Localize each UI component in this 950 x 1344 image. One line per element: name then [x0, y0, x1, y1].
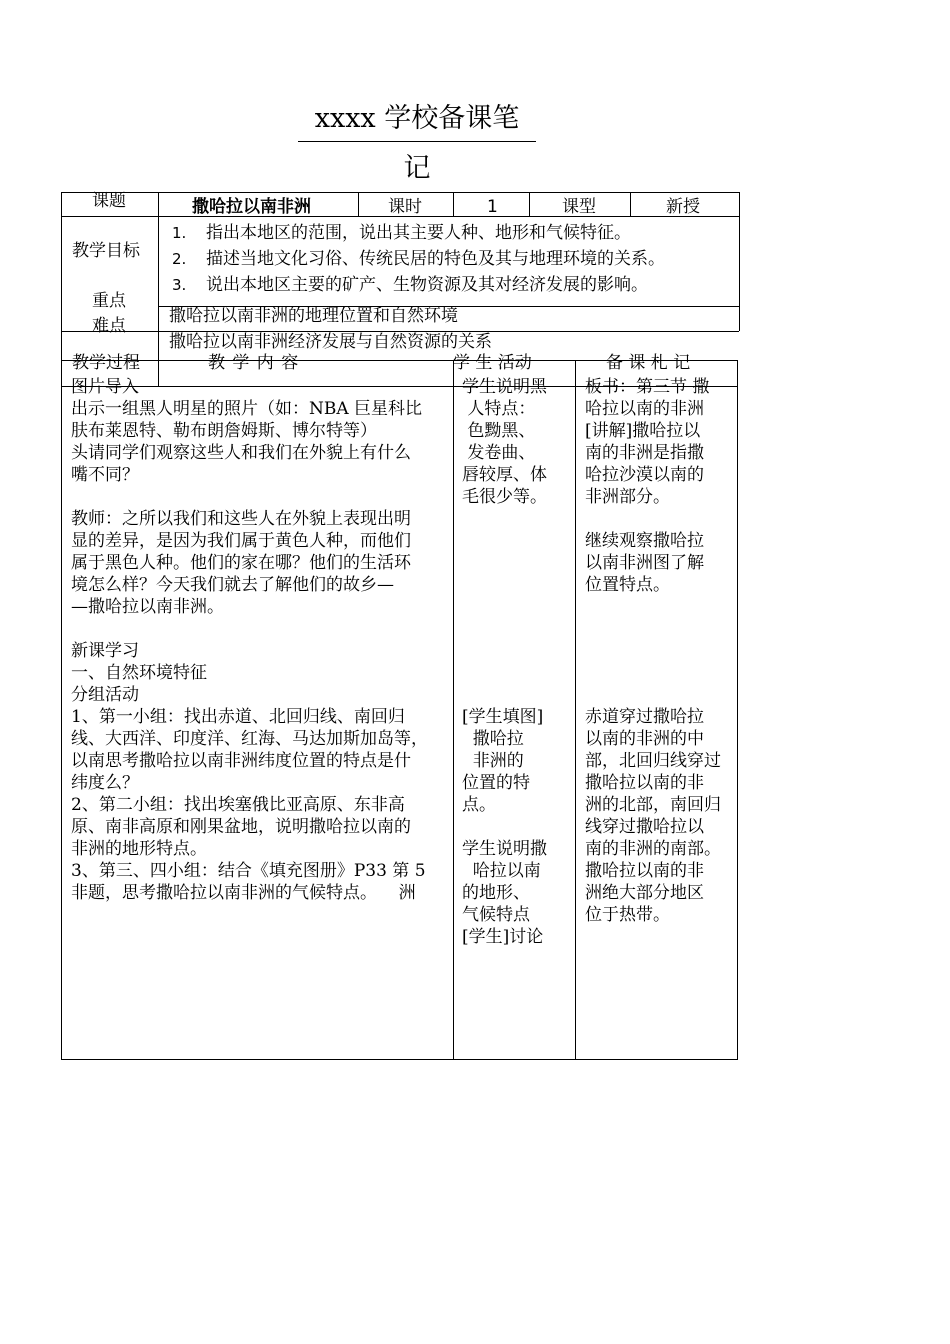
notes-line: 哈拉以南的非洲: [585, 399, 704, 419]
student-line: [学生填图]: [462, 707, 544, 727]
student-line: [462, 574, 547, 596]
student-line: [462, 530, 547, 552]
hours-value: 1: [487, 197, 498, 217]
notes-line: 线穿过撒哈拉以: [585, 817, 704, 837]
student-line: 毛很少等。: [462, 487, 547, 507]
notes-line: [585, 640, 721, 662]
student-line: 的地形、: [462, 883, 530, 903]
student-line: 色黝黑、: [462, 421, 536, 441]
student-activity-header: 学 生 活动: [453, 353, 532, 373]
notes-line: 撒哈拉以南的非: [585, 773, 704, 793]
type-label: 课型: [562, 197, 596, 217]
content-line: 出示一组黑人明星的照片（如：NBA 巨星科比: [71, 399, 423, 419]
notes-line: 南的非洲是指撒: [585, 443, 704, 463]
notes-line: 赤道穿过撒哈拉: [585, 707, 704, 727]
notes-line: 板书：第三节 撒: [585, 377, 710, 397]
objective-item: 1. 指出本地区的范围，说出其主要人种、地形和气候特征。: [172, 223, 631, 243]
notes-line: 以南的非洲的中: [585, 729, 704, 749]
content-line: 属于黑色人种。他们的家在哪？他们的生活环: [71, 553, 411, 573]
notes-line: [585, 596, 721, 618]
content-line: 一、自然环境特征: [71, 663, 207, 683]
document-title-line1: xxxx 学校备课笔: [298, 96, 536, 142]
student-line: 人特点：: [462, 399, 536, 419]
document-title-line2: 记: [403, 153, 431, 184]
content-line: 显的差异，是因为我们属于黄色人种，而他们: [71, 531, 411, 551]
student-line: 位置的特: [462, 773, 530, 793]
content-line: 纬度么？: [71, 773, 139, 793]
notes-line: 洲的北部，南回归: [585, 795, 721, 815]
process-label: 教学过程: [72, 353, 140, 373]
content-line: [71, 618, 428, 640]
student-line: [462, 640, 547, 662]
student-line: 学生说明撒: [462, 839, 547, 859]
notes-line: 位置特点。: [585, 575, 670, 595]
content-line: 非题，思考撒哈拉以南非洲的气候特点。 洲: [71, 883, 416, 903]
hours-label: 课时: [388, 197, 422, 217]
key-point-label: 重点: [92, 291, 126, 311]
notes-line: 继续观察撒哈拉: [585, 531, 704, 551]
objective-item: 3. 说出本地区主要的矿产、生物资源及其对经济发展的影响。: [172, 275, 648, 295]
student-line: [462, 816, 547, 838]
notes-line: [讲解]撒哈拉以: [585, 421, 701, 441]
notes-line: [585, 508, 721, 530]
notes-line: [585, 684, 721, 706]
notes-line: [585, 662, 721, 684]
notes-line: 位于热带。: [585, 905, 670, 925]
content-line: [71, 486, 428, 508]
notes-header: 备 课 札 记: [606, 353, 691, 373]
content-line: 教师：之所以我们和这些人在外貌上表现出明: [71, 509, 411, 529]
content-line: 线、大西洋、印度洋、红海、马达加斯加岛等，: [71, 729, 428, 749]
type-value: 新授: [666, 197, 700, 217]
content-line: 图片导入: [71, 377, 139, 397]
student-line: [462, 684, 547, 706]
content-line: 1、第一小组：找出赤道、北回归线、南回归: [71, 707, 405, 727]
student-line: 撒哈拉: [462, 729, 524, 749]
student-activity: [462, 376, 547, 948]
notes-line: 撒哈拉以南的非: [585, 861, 704, 881]
notes-line: 非洲部分。: [585, 487, 670, 507]
content-line: 原、南非高原和刚果盆地，说明撒哈拉以南的: [71, 817, 411, 837]
student-line: 点。: [462, 795, 496, 815]
notes-line: 以南非洲图了解: [585, 553, 704, 573]
student-line: 发卷曲、: [462, 443, 536, 463]
student-line: [462, 662, 547, 684]
content-line: —撒哈拉以南非洲。: [71, 597, 224, 617]
content-line: 头请同学们观察这些人和我们在外貌上有什么: [71, 443, 411, 463]
notes-line: [585, 618, 721, 640]
content-line: 境怎么样？今天我们就去了解他们的故乡—: [71, 575, 394, 595]
student-line: [462, 596, 547, 618]
content-line: 2、第二小组：找出埃塞俄比亚高原、东非高: [71, 795, 405, 815]
notes-line: 部，北回归线穿过: [585, 751, 721, 771]
difficult-point-value: 撒哈拉以南非洲经济发展与自然资源的关系: [169, 332, 492, 352]
objectives-label: 教学目标: [72, 241, 140, 261]
content-line: 非洲的地形特点。: [71, 839, 207, 859]
content-header: 教 学 内 容: [208, 353, 299, 373]
objective-item: 2. 描述当地文化习俗、传统民居的特色及其与地理环境的关系。: [172, 249, 665, 269]
content-line: 以南思考撒哈拉以南非洲纬度位置的特点是什: [71, 751, 411, 771]
student-line: [462, 508, 547, 530]
student-line: 学生说明黑: [462, 377, 547, 397]
topic-value: 撒哈拉以南非洲: [192, 197, 311, 217]
notes-line: 哈拉沙漠以南的: [585, 465, 704, 485]
student-line: [462, 552, 547, 574]
notes-line: 南的非洲的南部。: [585, 839, 721, 859]
key-point-value: 撒哈拉以南非洲的地理位置和自然环境: [169, 306, 458, 326]
objectives-list: [172, 220, 665, 298]
student-line: 气候特点: [462, 905, 530, 925]
lesson-notes: [585, 376, 721, 926]
student-line: 非洲的: [462, 751, 524, 771]
content-line: 3、第三、四小组：结合《填充图册》P33 第 5: [71, 861, 426, 881]
notes-line: 洲绝大部分地区: [585, 883, 704, 903]
student-line: [462, 618, 547, 640]
student-line: [学生]讨论: [462, 927, 544, 947]
student-line: 哈拉以南: [462, 861, 541, 881]
content-line: 新课学习: [71, 641, 139, 661]
student-line: 唇较厚、体: [462, 465, 547, 485]
difficult-point-label: 难点: [92, 316, 126, 336]
teaching-content: [71, 376, 428, 904]
topic-label: 课题: [92, 191, 126, 211]
content-line: 嘴不同？: [71, 465, 139, 485]
content-line: 肤布莱恩特、勒布朗詹姆斯、博尔特等）: [71, 421, 377, 441]
content-line: 分组活动: [71, 685, 139, 705]
